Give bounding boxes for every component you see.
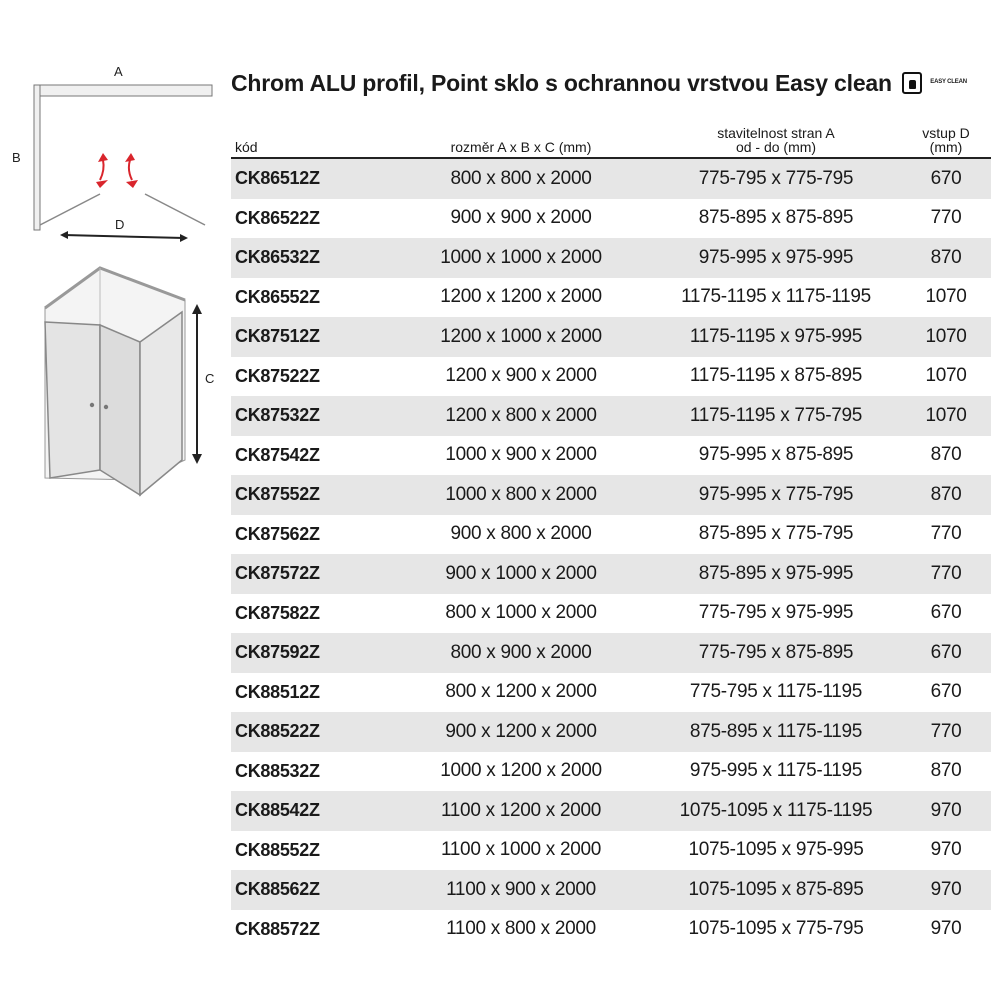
cell-code: CK88522Z <box>231 712 391 752</box>
cell-adjustability: 1175-1195 x 1175-1195 <box>681 286 871 308</box>
table-row <box>231 357 991 397</box>
cell-adjustability: 1075-1095 x 975-995 <box>688 839 864 861</box>
cell-code: CK88512Z <box>235 681 320 702</box>
cell-adjustability: 875-895 x 1175-1195 <box>651 712 901 752</box>
cell-size: 1200 x 1200 x 2000 <box>440 286 602 308</box>
spec-table <box>231 114 991 949</box>
table-row <box>231 317 991 357</box>
cell-adjustability: 975-995 x 975-995 <box>651 238 901 278</box>
cell-code: CK86522Z <box>235 207 320 228</box>
cell-code: CK87552Z <box>231 475 391 515</box>
cell-adjustability: 775-795 x 875-895 <box>651 633 901 673</box>
table-row <box>231 791 991 831</box>
table-row <box>231 712 991 752</box>
cell-adjustability: 1175-1195 x 975-995 <box>651 317 901 357</box>
cell-adjustability: 875-895 x 775-795 <box>698 523 854 545</box>
dimension-a-label: A <box>114 64 123 79</box>
page-title <box>231 68 967 98</box>
table-row <box>231 633 991 673</box>
top-view-diagram <box>12 64 212 242</box>
cell-size: 800 x 900 x 2000 <box>391 633 651 673</box>
cell-size: 1000 x 800 x 2000 <box>391 475 651 515</box>
cell-adjustability: 975-995 x 775-795 <box>651 475 901 515</box>
table-row <box>231 752 991 792</box>
cell-entry: 770 <box>901 554 991 594</box>
cell-code: CK88562Z <box>231 870 391 910</box>
cell-code: CK86552Z <box>235 286 320 307</box>
table-row <box>231 396 991 436</box>
header-adjustability-line2: od - do (mm) <box>735 139 817 155</box>
cell-adjustability: 1075-1095 x 775-795 <box>688 918 864 940</box>
easy-clean-icon <box>902 72 922 94</box>
cell-size: 900 x 900 x 2000 <box>450 207 592 229</box>
cell-entry: 970 <box>930 839 962 861</box>
cell-adjustability: 775-795 x 775-795 <box>651 158 901 199</box>
header-entry <box>901 114 991 158</box>
cell-size: 1100 x 900 x 2000 <box>391 870 651 910</box>
table-row <box>231 436 991 476</box>
cell-entry: 1070 <box>901 396 991 436</box>
cell-code: CK86512Z <box>231 158 391 199</box>
header-adjustability-line1: stavitelnost stran A <box>717 125 835 141</box>
table-row <box>231 475 991 515</box>
cell-size: 800 x 1200 x 2000 <box>445 681 597 703</box>
table-row <box>231 910 991 950</box>
cell-adjustability: 1175-1195 x 775-795 <box>651 396 901 436</box>
cell-size: 800 x 800 x 2000 <box>391 158 651 199</box>
cell-code: CK87592Z <box>231 633 391 673</box>
cell-size: 1200 x 900 x 2000 <box>445 365 597 387</box>
perspective-diagram <box>45 268 214 495</box>
cell-size: 1000 x 900 x 2000 <box>445 444 597 466</box>
cell-size: 1000 x 1200 x 2000 <box>440 760 602 782</box>
cell-entry: 770 <box>901 712 991 752</box>
cell-entry: 670 <box>901 633 991 673</box>
cell-code: CK87582Z <box>235 602 320 623</box>
cell-entry: 770 <box>930 207 962 229</box>
dimension-d-label: D <box>115 217 125 232</box>
cell-entry: 970 <box>930 918 962 940</box>
table-row <box>231 158 991 199</box>
header-adjustability <box>651 114 901 158</box>
cell-code: CK87562Z <box>235 523 320 544</box>
cell-entry: 970 <box>901 791 991 831</box>
dimension-c-label: C <box>205 371 215 386</box>
cell-code: CK88552Z <box>235 839 320 860</box>
table-row <box>231 554 991 594</box>
cell-adjustability: 775-795 x 1175-1195 <box>689 681 863 703</box>
table-row <box>231 831 991 871</box>
header-entry-line1: vstup D <box>922 125 970 141</box>
table-row <box>231 278 991 318</box>
cell-adjustability: 975-995 x 1175-1195 <box>689 760 863 782</box>
cell-code: CK86532Z <box>231 238 391 278</box>
cell-entry: 670 <box>930 602 962 624</box>
cell-adjustability: 1075-1095 x 1175-1195 <box>651 791 901 831</box>
header-size: rozměr A x B x C (mm) <box>391 114 651 158</box>
cell-adjustability: 775-795 x 975-995 <box>698 602 854 624</box>
cell-size: 900 x 1200 x 2000 <box>391 712 651 752</box>
cell-size: 1100 x 1200 x 2000 <box>391 791 651 831</box>
cell-size: 1100 x 1000 x 2000 <box>440 839 602 861</box>
header-code: kód <box>231 114 391 158</box>
cell-code: CK88532Z <box>235 760 320 781</box>
cell-code: CK88572Z <box>235 918 320 939</box>
table-row <box>231 870 991 910</box>
shower-diagrams <box>0 0 225 1000</box>
cell-entry: 970 <box>901 870 991 910</box>
cell-size: 1200 x 800 x 2000 <box>391 396 651 436</box>
header-entry-line2: (mm) <box>929 139 963 155</box>
cell-size: 900 x 1000 x 2000 <box>391 554 651 594</box>
table-row <box>231 199 991 239</box>
easy-clean-badge-text: EASY CLEAN <box>930 79 967 86</box>
table-row <box>231 515 991 555</box>
cell-entry: 870 <box>901 238 991 278</box>
cell-code: CK87572Z <box>231 554 391 594</box>
cell-adjustability: 975-995 x 875-895 <box>698 444 854 466</box>
cell-code: CK87512Z <box>231 317 391 357</box>
title-text: Chrom ALU profil, Point sklo s ochrannou vrstvou Easy clean <box>231 70 892 96</box>
cell-size: 1000 x 1000 x 2000 <box>391 238 651 278</box>
cell-adjustability: 1075-1095 x 875-895 <box>651 870 901 910</box>
cell-entry: 670 <box>901 158 991 199</box>
cell-entry: 870 <box>930 760 962 782</box>
cell-entry: 870 <box>901 475 991 515</box>
cell-entry: 670 <box>930 681 962 703</box>
cell-entry: 1070 <box>901 317 991 357</box>
cell-adjustability: 1175-1195 x 875-895 <box>689 365 863 387</box>
cell-adjustability: 875-895 x 975-995 <box>651 554 901 594</box>
table-row <box>231 238 991 278</box>
cell-size: 1100 x 800 x 2000 <box>446 918 596 940</box>
cell-entry: 1070 <box>925 286 967 308</box>
cell-code: CK88542Z <box>231 791 391 831</box>
table-header-row <box>231 114 991 158</box>
dimension-b-label: B <box>12 150 21 165</box>
table-row <box>231 673 991 713</box>
cell-entry: 1070 <box>925 365 967 387</box>
cell-size: 800 x 1000 x 2000 <box>445 602 597 624</box>
cell-size: 900 x 800 x 2000 <box>450 523 592 545</box>
cell-size: 1200 x 1000 x 2000 <box>391 317 651 357</box>
table-row <box>231 594 991 634</box>
cell-code: CK87522Z <box>235 365 320 386</box>
cell-code: CK87542Z <box>235 444 320 465</box>
cell-entry: 770 <box>930 523 962 545</box>
cell-code: CK87532Z <box>231 396 391 436</box>
cell-adjustability: 875-895 x 875-895 <box>698 207 854 229</box>
cell-entry: 870 <box>930 444 962 466</box>
